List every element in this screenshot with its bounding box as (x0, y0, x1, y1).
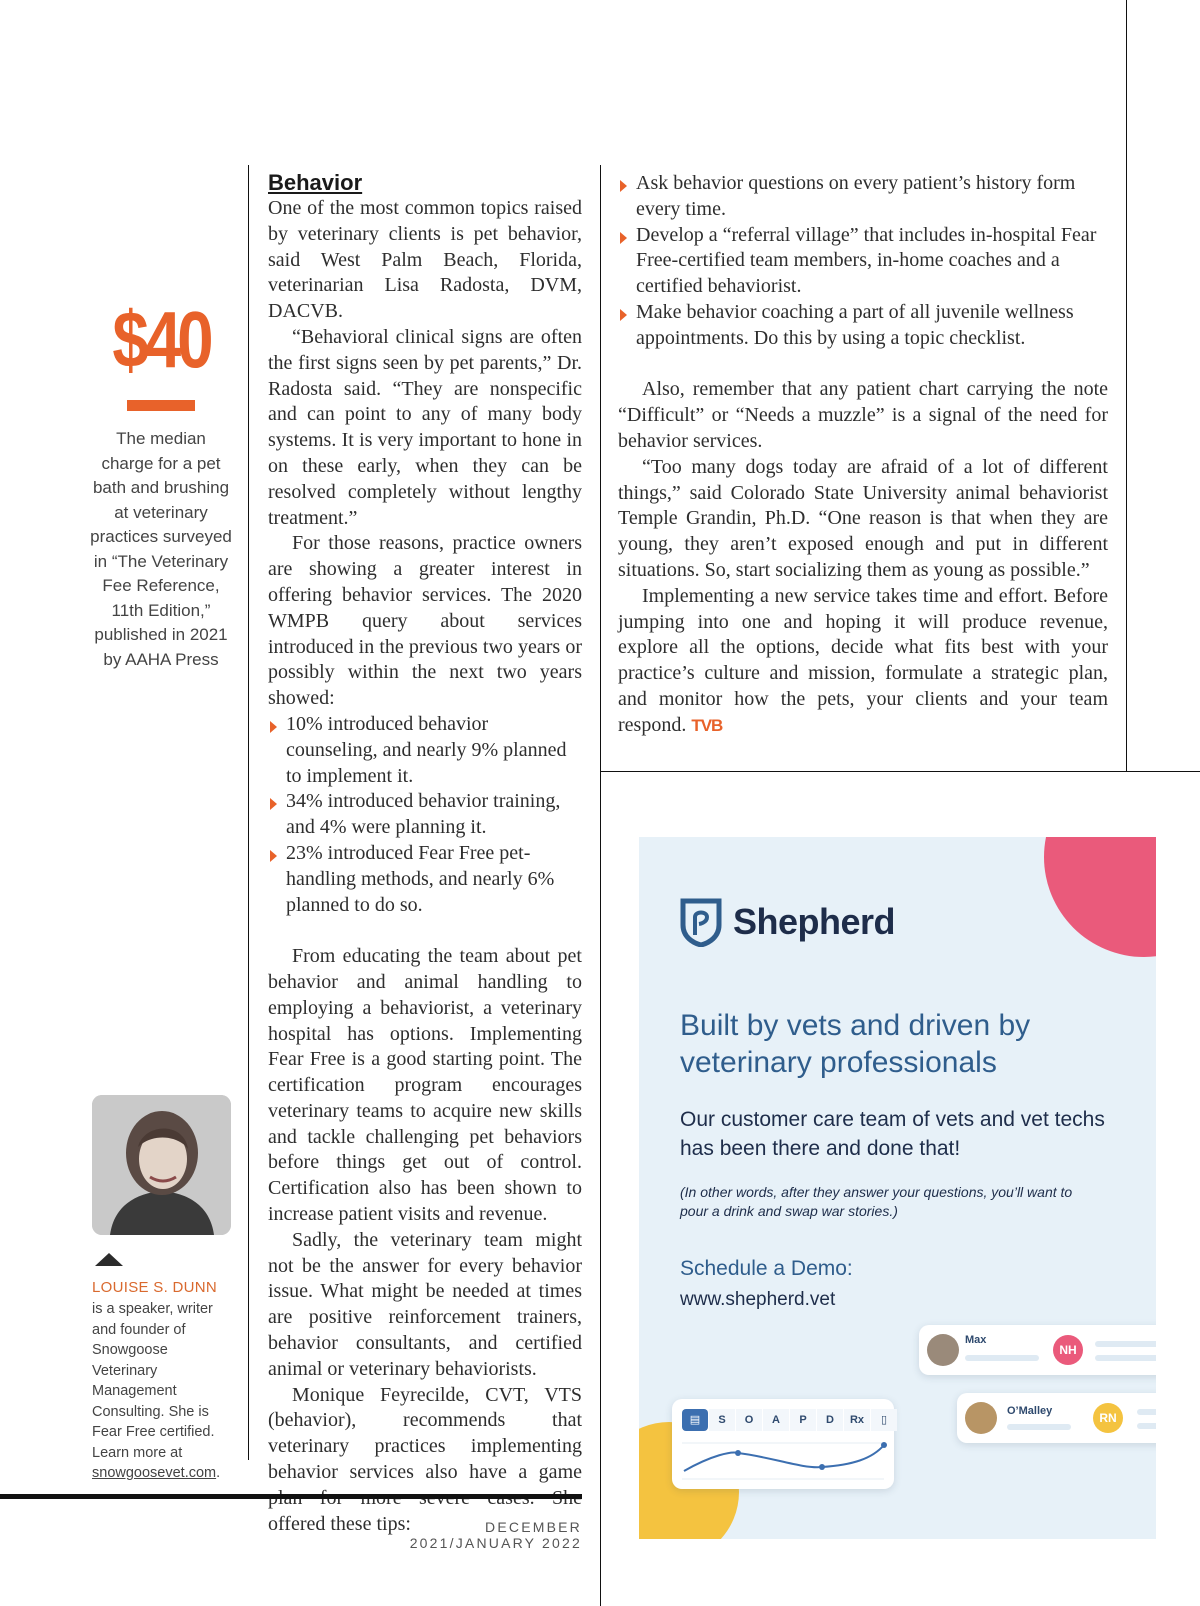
tab-o: O (736, 1409, 762, 1431)
author-website-link[interactable]: snowgoosevet.com (92, 1465, 217, 1481)
tip-item: Ask behavior questions on every patient’s history form every time. (618, 171, 1108, 223)
tab-rx: Rx (844, 1409, 870, 1431)
author-portrait-image (92, 1095, 231, 1235)
tips-bullet-list (618, 171, 1108, 352)
placeholder-line (1137, 1409, 1156, 1415)
staff-badge: RN (1093, 1403, 1123, 1433)
shield-icon (679, 897, 723, 947)
paragraph: Also, remember that any patient chart carrying the note “Difficult” or “Needs a muzzle” is a signal of the need for behavior services. (618, 378, 1108, 452)
tip-item: Make behavior coaching a part of all juvenile wellness appointments. Do this by using a topic checklist. (618, 300, 1108, 352)
section-heading: Behavior (268, 170, 363, 195)
stat-caption: The median charge for a pet bath and brushing at veterinary practices surveyed in “The Veterinary Fee Reference, 11th Edition,” published in 2021 by AAHA Press (90, 429, 232, 669)
page-edge-rule (1126, 0, 1127, 772)
paragraph (618, 584, 1108, 739)
soap-chart-card (672, 1399, 894, 1489)
author-bio-text: is a speaker, writer and founder of Snowgoose Veterinary Management Consulting. She is Fear Free certified. Learn more at (92, 1301, 215, 1461)
footer-rule (0, 1494, 582, 1499)
column-divider (600, 165, 601, 1606)
shepherd-website-link[interactable]: www.shepherd.vet (680, 1289, 836, 1310)
paragraph: Sadly, the veterinary team might not be the answer for every behavior issue. What might be needed at times are positive reinforcement trainers, behavior consultants, and certified animal or veterinary behaviorists. (268, 1228, 582, 1380)
placeholder-line (1095, 1355, 1156, 1361)
clipboard-icon: ▤ (682, 1409, 708, 1431)
shepherd-logo (679, 897, 895, 947)
end-mark-logo: TVB (691, 715, 723, 735)
placeholder-line (1137, 1423, 1156, 1429)
bullet-item: 34% introduced behavior training, and 4% were planning it. (268, 789, 582, 841)
closing-text: Implementing a new service takes time and effort. Before jumping into one and hoping it will produce revenue, explore all the options, decide what fits best with your practice’s culture and mission, formulate a strategic plan, and monitor how the pets, your clients and your team respond. (618, 584, 1108, 736)
sidebar-divider (248, 165, 249, 1460)
schedule-demo-label: Schedule a Demo: (680, 1257, 853, 1280)
ad-headline: Built by vets and driven by veterinary professionals (680, 1009, 1031, 1079)
patient-name: O’Malley (1007, 1405, 1053, 1417)
author-bio (92, 1299, 232, 1484)
placeholder-line (1007, 1424, 1071, 1430)
bullet-item: 10% introduced behavior counseling, and nearly 9% planned to implement it. (268, 712, 582, 789)
issue-date: DECEMBER 2021/JANUARY 2022 (409, 1519, 582, 1551)
paragraph: “Too many dogs today are afraid of a lot of different things,” said Colorado State University animal behaviorist Temple Grandin, Ph.D. “One reason is that when they are young, they aren’t exposed enough and put in different situations. So, start socializing them as young as possible.” (618, 455, 1108, 581)
bullet-item: 23% introduced Fear Free pet-handling methods, and nearly 6% planned to do so. (268, 841, 582, 918)
article-column-right (618, 171, 1108, 739)
placeholder-line (1095, 1341, 1156, 1347)
author-pointer-icon (95, 1253, 123, 1266)
author-bio-end: . (216, 1465, 221, 1481)
patient-name: Max (965, 1334, 987, 1346)
document-icon: ▯ (871, 1409, 897, 1431)
tab-d: D (817, 1409, 843, 1431)
pet-avatar (965, 1402, 997, 1434)
ad-top-rule (600, 771, 1200, 772)
paragraph: From educating the team about pet behavior and animal handling to employing a behaviorist, a veterinary hospital has options. Implementing Fear Free is a good starting point. The certification program encourages veterinary teams to acquire new skills and tackle challenging pet behaviors before things get out of control. Certification also has been shown to increase patient visits and revenue. (268, 945, 582, 1226)
tab-p: P (790, 1409, 816, 1431)
ad-body: Our customer care team of vets and vet techs has been there and done that! (680, 1108, 1105, 1160)
stat-value: $40 (112, 295, 210, 384)
placeholder-line (965, 1355, 1039, 1361)
decorative-pink-circle (1044, 837, 1156, 957)
patient-card-max (919, 1325, 1156, 1375)
stat-accent-bar (127, 400, 195, 411)
paragraph: “Behavioral clinical signs are often the first signs seen by pet parents,” Dr. Radosta said. “They are nonspecific and can point to any of many body systems. It is very important to hone in on these early, when they can be resolved completely without lengthy treatment.” (268, 325, 582, 529)
pet-avatar (927, 1334, 959, 1366)
author-name: LOUISE S. DUNN (92, 1279, 218, 1296)
paragraph: Monique Feyrecilde, CVT, VTS (behavior), recommends that veterinary practices implementing behavior services also have a game offered these tips: (268, 1383, 582, 1535)
tab-a: A (763, 1409, 789, 1431)
patient-card-omalley (957, 1393, 1156, 1443)
brand-name: Shepherd (733, 901, 896, 942)
stat-sidebar (88, 295, 234, 672)
survey-bullet-list (268, 712, 582, 918)
tab-s: S (709, 1409, 735, 1431)
ad-note: (In other words, after they answer your questions, you’ll want to pour a drink and swap war stories.) (680, 1184, 1073, 1219)
trend-line-graphic (672, 1399, 894, 1489)
article-column-left (268, 170, 582, 1537)
tip-item: Develop a “referral village” that includes in-hospital Fear Free-certified team members, in-home coaches and a certified behaviorist. (618, 223, 1108, 300)
author-photo (92, 1095, 231, 1235)
shepherd-advertisement[interactable] (639, 837, 1156, 1539)
paragraph: One of the most common topics raised by veterinary clients is pet behavior, said West Palm Beach, Florida, veterinarian Lisa Radosta, DVM, DACVB. (268, 197, 582, 323)
staff-badge: NH (1053, 1335, 1083, 1365)
paragraph: For those reasons, practice owners are showing a greater interest in offering behavior services. The 2020 WMPB query about services introduced in the previous two years or possibly within the next two years showed: (268, 532, 582, 710)
